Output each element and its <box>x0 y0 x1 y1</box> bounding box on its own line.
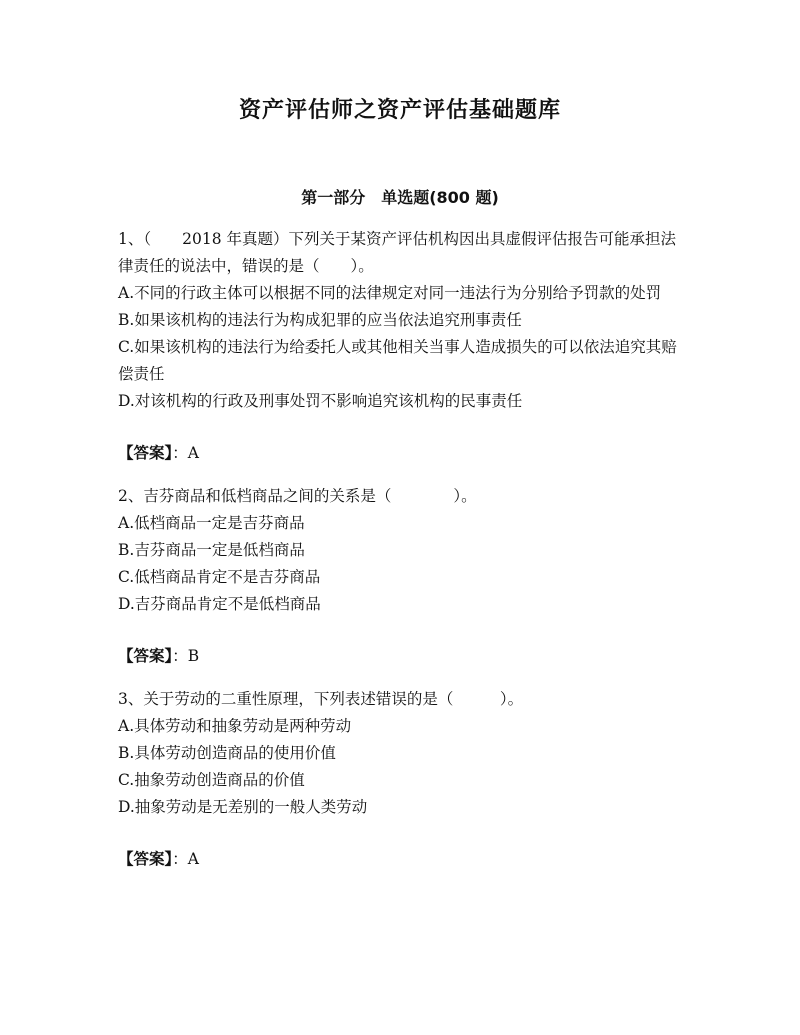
section-title: 第一部分 单选题(800 题) <box>301 188 499 207</box>
question-2 <box>118 483 678 670</box>
option-a: A.具体劳动和抽象劳动是两种劳动 <box>118 717 352 735</box>
answer-label: 【答案】 <box>118 646 173 665</box>
option-c: C.低档商品肯定不是吉芬商品 <box>118 568 321 586</box>
answer-label: 【答案】 <box>118 849 173 868</box>
question-1 <box>118 226 678 467</box>
document-title: 资产评估师之资产评估基础题库 <box>238 98 561 123</box>
answer-line <box>118 642 678 670</box>
option-b: B.吉芬商品一定是低档商品 <box>118 541 305 559</box>
question-gap <box>118 670 678 686</box>
question-stem: 2、吉芬商品和低档商品之间的关系是（ ）。 <box>118 487 477 505</box>
answer-label: 【答案】 <box>118 443 173 462</box>
answer-line <box>118 439 678 467</box>
question-gap <box>118 467 678 483</box>
question-stem: 1、（ 2018 年真题）下列关于某资产评估机构因出具虚假评估报告可能承担法律责任的说法中，错误的是（ ）。 <box>118 230 676 275</box>
answer-value: ：A <box>172 850 199 868</box>
option-a: A.不同的行政主体可以根据不同的法律规定对同一违法行为分别给予罚款的处罚 <box>118 284 662 302</box>
question-stem: 3、关于劳动的二重性原理，下列表述错误的是（ ）。 <box>118 690 524 708</box>
option-d: D.抽象劳动是无差别的一般人类劳动 <box>118 798 368 816</box>
option-d: D.对该机构的行政及刑事处罚不影响追究该机构的民事责任 <box>118 392 523 410</box>
question-list <box>118 226 678 873</box>
answer-value: ：A <box>172 444 199 462</box>
option-d: D.吉芬商品肯定不是低档商品 <box>118 595 321 613</box>
option-b: B.具体劳动创造商品的使用价值 <box>118 744 336 762</box>
answer-value: ：B <box>172 647 200 665</box>
question-3 <box>118 686 678 873</box>
answer-line <box>118 845 678 873</box>
option-c: C.如果该机构的违法行为给委托人或其他相关当事人造成损失的可以依法追究其赔偿责任 <box>118 338 677 383</box>
option-a: A.低档商品一定是吉芬商品 <box>118 514 305 532</box>
option-c: C.抽象劳动创造商品的价值 <box>118 771 305 789</box>
option-b: B.如果该机构的违法行为构成犯罪的应当依法追究刑事责任 <box>118 311 522 329</box>
